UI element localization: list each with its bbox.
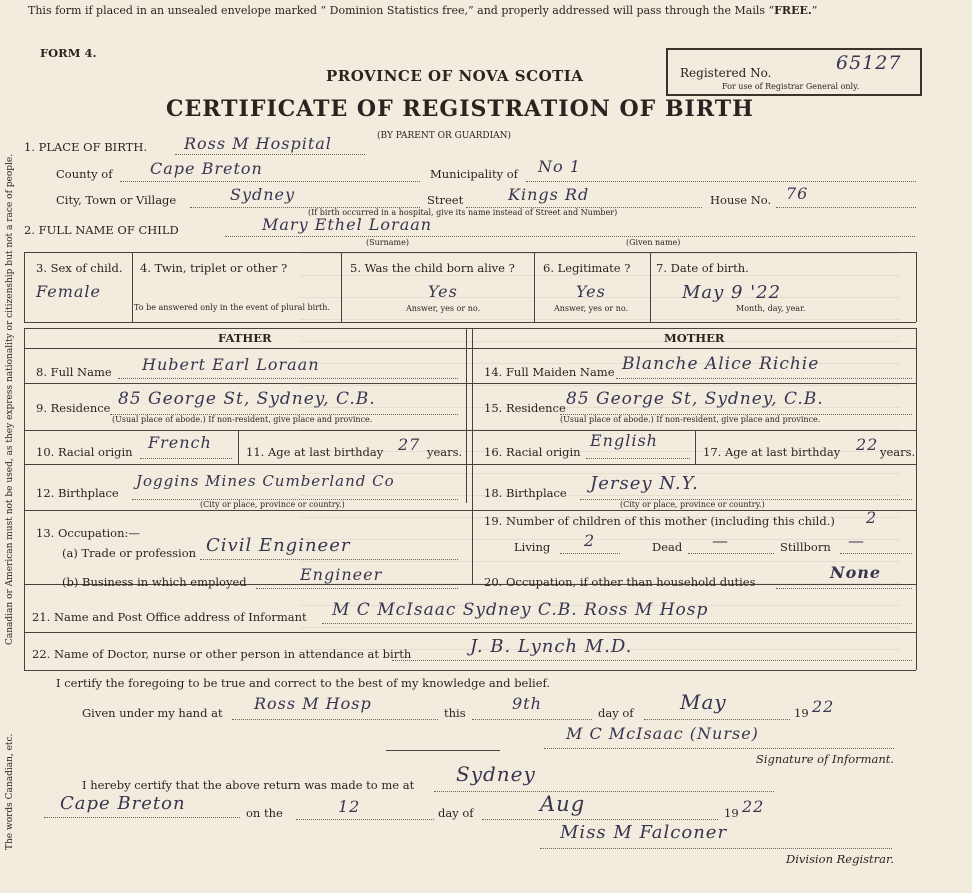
mother-residence-label: 15. Residence bbox=[484, 401, 566, 415]
mother-maiden-label: 14. Full Maiden Name bbox=[484, 365, 615, 379]
registered-number: 65127 bbox=[836, 52, 902, 74]
hospital-note: (If birth occurred in a hospital, give its name instead of Street and Number) bbox=[308, 208, 618, 217]
mother-age-value: 22 bbox=[856, 435, 879, 454]
notice-end: ” bbox=[811, 4, 818, 17]
legitimate-label: 6. Legitimate ? bbox=[543, 261, 631, 275]
full-name-value: Mary Ethel Loraan bbox=[262, 215, 433, 234]
mother-birthplace-label: 18. Birthplace bbox=[484, 486, 567, 500]
father-name-label: 8. Full Name bbox=[36, 365, 112, 379]
sex-label: 3. Sex of child. bbox=[36, 261, 123, 275]
mother-age-suffix: years. bbox=[880, 445, 916, 459]
municipality-label: Municipality of bbox=[430, 167, 518, 181]
county-value: Cape Breton bbox=[150, 159, 263, 178]
informant-signature: M C McIsaac (Nurse) bbox=[566, 724, 759, 743]
born-alive-value: Yes bbox=[428, 282, 458, 301]
date-of-birth-label: 7. Date of birth. bbox=[656, 261, 749, 275]
father-birthplace-label: 12. Birthplace bbox=[36, 486, 119, 500]
father-birthplace-value: Joggins Mines Cumberland Co bbox=[136, 472, 395, 490]
form-number: FORM 4. bbox=[40, 46, 97, 60]
registrar-title: Division Registrar. bbox=[786, 852, 894, 866]
doctor-value: J. B. Lynch M.D. bbox=[470, 636, 633, 657]
house-number-value: 76 bbox=[786, 184, 809, 203]
date-of-birth-note: Month, day, year. bbox=[736, 304, 806, 313]
registrar-year-prefix: 19 bbox=[724, 806, 739, 820]
given-day-value: 9th bbox=[512, 694, 542, 713]
city-value: Sydney bbox=[230, 185, 296, 204]
registrar-statement: I hereby certify that the above return was made to me at bbox=[82, 778, 415, 792]
dead-label: Dead bbox=[652, 540, 683, 554]
notice-text: This form if placed in an unsealed envelope marked “ Dominion Statistics free,” and properly addressed will pass through the Mails “ bbox=[28, 4, 775, 17]
certificate-subtitle: (BY PARENT OR GUARDIAN) bbox=[377, 131, 512, 141]
given-year-prefix: 19 bbox=[794, 706, 809, 720]
postal-notice bbox=[28, 4, 817, 17]
day-of-label: day of bbox=[598, 706, 634, 720]
living-label: Living bbox=[514, 540, 551, 554]
informant-value: M C McIsaac Sydney C.B. Ross M Hosp bbox=[332, 600, 709, 620]
registrar-month-value: Aug bbox=[540, 792, 586, 816]
on-the-label: on the bbox=[246, 806, 283, 820]
date-of-birth-value: May 9 '22 bbox=[682, 282, 782, 303]
signature-label: Signature of Informant. bbox=[756, 752, 895, 766]
father-residence-label: 9. Residence bbox=[36, 401, 111, 415]
street-value: Kings Rd bbox=[508, 185, 590, 204]
registrar-county-value: Cape Breton bbox=[60, 793, 186, 814]
father-residence-note: (Usual place of abode.) If non-resident, give place and province. bbox=[112, 415, 373, 424]
registrar-use-note: For use of Registrar General only. bbox=[722, 82, 860, 91]
business-value: Engineer bbox=[300, 565, 383, 584]
full-name-label: 2. FULL NAME OF CHILD bbox=[24, 223, 179, 237]
registrar-day-of-label: day of bbox=[438, 806, 474, 820]
registrar-day-value: 12 bbox=[338, 797, 361, 816]
twin-label: 4. Twin, triplet or other ? bbox=[140, 261, 288, 275]
mother-racial-label: 16. Racial origin bbox=[484, 445, 581, 459]
certify-statement: I certify the foregoing to be true and correct to the best of my knowledge and belief. bbox=[56, 676, 551, 690]
father-racial-label: 10. Racial origin bbox=[36, 445, 133, 459]
given-year-value: 22 bbox=[812, 697, 835, 716]
father-racial-value: French bbox=[148, 433, 212, 452]
living-value: 2 bbox=[584, 531, 596, 550]
street-label: Street bbox=[427, 193, 464, 207]
mother-maiden-value: Blanche Alice Richie bbox=[622, 354, 820, 374]
trade-label: (a) Trade or profession bbox=[62, 546, 197, 560]
father-heading: FATHER bbox=[218, 331, 272, 345]
registered-label: Registered No. bbox=[680, 66, 772, 80]
twin-note: To be answered only in the event of plural birth. bbox=[134, 303, 330, 312]
mother-residence-note: (Usual place of abode.) If non-resident, give place and province. bbox=[560, 415, 821, 424]
mother-racial-value: English bbox=[590, 431, 658, 450]
province-title: PROVINCE OF NOVA SCOTIA bbox=[326, 67, 584, 85]
sex-value: Female bbox=[36, 282, 101, 301]
given-place-value: Ross M Hosp bbox=[254, 694, 372, 713]
dead-value: — bbox=[712, 531, 729, 550]
place-of-birth-label: 1. PLACE OF BIRTH. bbox=[24, 140, 148, 154]
house-number-label: House No. bbox=[710, 193, 772, 207]
county-label: County of bbox=[56, 167, 113, 181]
this-label: this bbox=[444, 706, 466, 720]
children-count-value: 2 bbox=[866, 508, 878, 527]
father-age-suffix: years. bbox=[427, 445, 463, 459]
father-name-value: Hubert Earl Loraan bbox=[142, 355, 320, 374]
registered-box bbox=[666, 48, 922, 96]
born-alive-label: 5. Was the child born alive ? bbox=[350, 261, 515, 275]
children-count-label: 19. Number of children of this mother (including this child.) bbox=[484, 514, 835, 528]
born-alive-note: Answer, yes or no. bbox=[406, 304, 481, 313]
certificate-title: CERTIFICATE OF REGISTRATION OF BIRTH bbox=[166, 96, 754, 122]
given-under-hand-label: Given under my hand at bbox=[82, 706, 223, 720]
mother-birthplace-value: Jersey N.Y. bbox=[590, 473, 699, 494]
side-margin-note: Canadian or American must not be used, as they express nationality or citizenship but not a race of people. bbox=[5, 153, 15, 645]
stillborn-value: — bbox=[848, 531, 865, 550]
informant-label: 21. Name and Post Office address of Informant bbox=[32, 610, 307, 624]
mother-occupation-value: None bbox=[830, 563, 882, 582]
city-label: City, Town or Village bbox=[56, 193, 177, 207]
mother-occupation-label: 20. Occupation, if other than household duties bbox=[484, 575, 756, 589]
mother-heading: MOTHER bbox=[664, 331, 725, 345]
registrar-place-value: Sydney bbox=[456, 762, 536, 786]
legitimate-note: Answer, yes or no. bbox=[554, 304, 629, 313]
business-label: (b) Business in which employed bbox=[62, 575, 247, 589]
trade-value: Civil Engineer bbox=[206, 535, 351, 556]
notice-free: FREE. bbox=[774, 4, 812, 17]
place-of-birth-value: Ross M Hospital bbox=[184, 134, 332, 153]
occupation-label: 13. Occupation:— bbox=[36, 526, 140, 540]
father-birthplace-note: (City or place, province or country.) bbox=[200, 500, 345, 509]
municipality-value: No 1 bbox=[538, 157, 581, 176]
father-age-value: 27 bbox=[398, 435, 421, 454]
surname-note: (Surname) bbox=[366, 238, 409, 247]
side-margin-note-lower: The words Canadian, etc. bbox=[5, 733, 15, 850]
mother-age-label: 17. Age at last birthday bbox=[703, 445, 841, 459]
given-name-note: (Given name) bbox=[626, 238, 681, 247]
stillborn-label: Stillborn bbox=[780, 540, 831, 554]
mother-birthplace-note: (City or place, province or country.) bbox=[620, 500, 765, 509]
mother-residence-value: 85 George St, Sydney, C.B. bbox=[566, 389, 824, 409]
doctor-label: 22. Name of Doctor, nurse or other person in attendance at birth bbox=[32, 647, 412, 661]
father-age-label: 11. Age at last birthday bbox=[246, 445, 384, 459]
registrar-signature: Miss M Falconer bbox=[560, 822, 728, 843]
legitimate-value: Yes bbox=[576, 282, 606, 301]
given-month-value: May bbox=[680, 690, 727, 714]
registrar-year-value: 22 bbox=[742, 797, 765, 816]
father-residence-value: 85 George St, Sydney, C.B. bbox=[118, 389, 376, 409]
background-notice-text bbox=[300, 250, 900, 650]
